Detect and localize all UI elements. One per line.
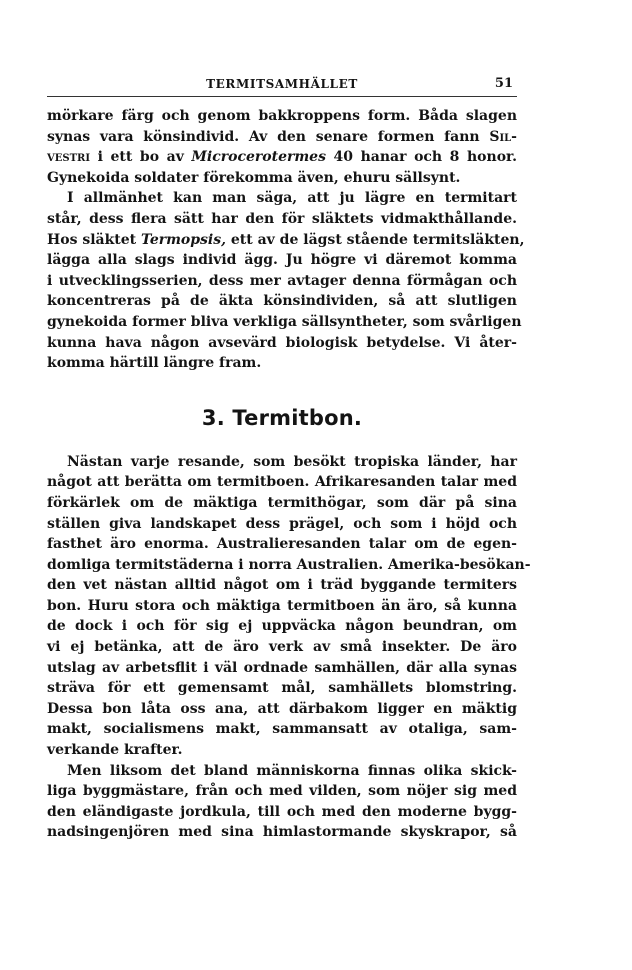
author-name: vestri [47, 149, 91, 166]
page-number: 51 [494, 76, 513, 91]
paragraph-3 [47, 452, 531, 761]
running-title: TERMITSAMHÄLLET [206, 77, 358, 91]
text-line: något att berätta om termitboen. Afrikaresanden talar med [47, 474, 517, 491]
text-line: synas vara könsindivid. Av den senare formen fann Sil- [47, 128, 517, 145]
text-line: domliga termitstäderna i norra Australien. Amerika-besökan- [47, 556, 531, 573]
text-line: I allmänhet kan man säga, att ju lägre en termitart [67, 190, 517, 207]
genus-name: Termopsis, [141, 231, 227, 248]
paragraph-2 [47, 188, 525, 373]
header-rule [47, 96, 517, 97]
text-line: gynekoida former bliva verkliga sällsyntheter, som svårligen [47, 313, 522, 330]
text-line: förkärlek om de mäktiga termithögar, som där på sina [47, 494, 517, 511]
text-line: verkande krafter. [47, 742, 183, 759]
section-heading: 3. Termitbon. [201, 405, 363, 430]
text-line: kunna hava någon avsevärd biologisk betydelse. Vi åter- [47, 334, 517, 351]
text-line: vestri i ett bo av Microcerotermes 40 hanar och 8 honor. [47, 149, 517, 166]
text-line: mörkare färg och genom bakkroppens form. Båda slagen [47, 108, 517, 124]
text-line: nadsingenjören med sina himlastormande skyskrapor, så [47, 824, 517, 841]
text-line: Dessa bon låta oss ana, att därbakom ligger en mäktig [47, 700, 517, 717]
text-line: står, dess flera sätt har den för släktets vidmakthållande. [47, 210, 517, 227]
text-line: koncentreras på de äkta könsindividen, så att slutligen [47, 293, 517, 310]
text-line: Nästan varje resande, som besökt tropiska länder, har [67, 453, 517, 470]
text-line: utslag av arbetsflit i väl ordnade samhällen, där alla synas [47, 659, 517, 676]
body-text [47, 106, 531, 843]
running-header [47, 76, 517, 96]
text-line: sträva för ett gemensamt mål, samhällets blomstring. [47, 680, 517, 697]
text-line: i utvecklingsserien, dess mer avtager denna förmågan och [47, 272, 517, 289]
text-line: komma härtill längre fram. [47, 355, 262, 372]
text-line: den vet nästan alltid något om i träd byggande termiters [47, 577, 517, 594]
text-line: den eländigaste jordkula, till och med den moderne bygg- [47, 803, 517, 820]
text-line: lägga alla slags individ ägg. Ju högre vi däremot komma [47, 252, 517, 269]
text-line: liga byggmästare, från och med vilden, som nöjer sig med [47, 783, 517, 800]
paragraph-4 [47, 761, 517, 843]
text-line: bon. Huru stora och mäktiga termitboen än äro, så kunna [47, 597, 517, 614]
text-line: de dock i och för sig ej uppväcka någon beundran, om [47, 618, 517, 635]
author-name: Sil- [489, 128, 517, 145]
text-line: fasthet äro enorma. Australieresanden talar om de egen- [47, 536, 517, 553]
text-line: vi ej betänka, att de äro verk av små insekter. De äro [47, 639, 517, 656]
text-line: makt, socialismens makt, sammansatt av otaliga, sam- [47, 721, 517, 738]
text-line: Gynekoida soldater förekomma även, ehuru sällsynt. [47, 169, 461, 186]
text-line: Men liksom det bland människorna finnas olika skick- [67, 762, 517, 779]
genus-name: Microcerotermes [191, 149, 326, 166]
text-line: Hos släktet Termopsis, ett av de lägst stående termitsläkten, [47, 231, 525, 248]
text-line: ställen giva landskapet dess prägel, och som i höjd och [47, 515, 517, 532]
paragraph-1 [47, 106, 517, 188]
